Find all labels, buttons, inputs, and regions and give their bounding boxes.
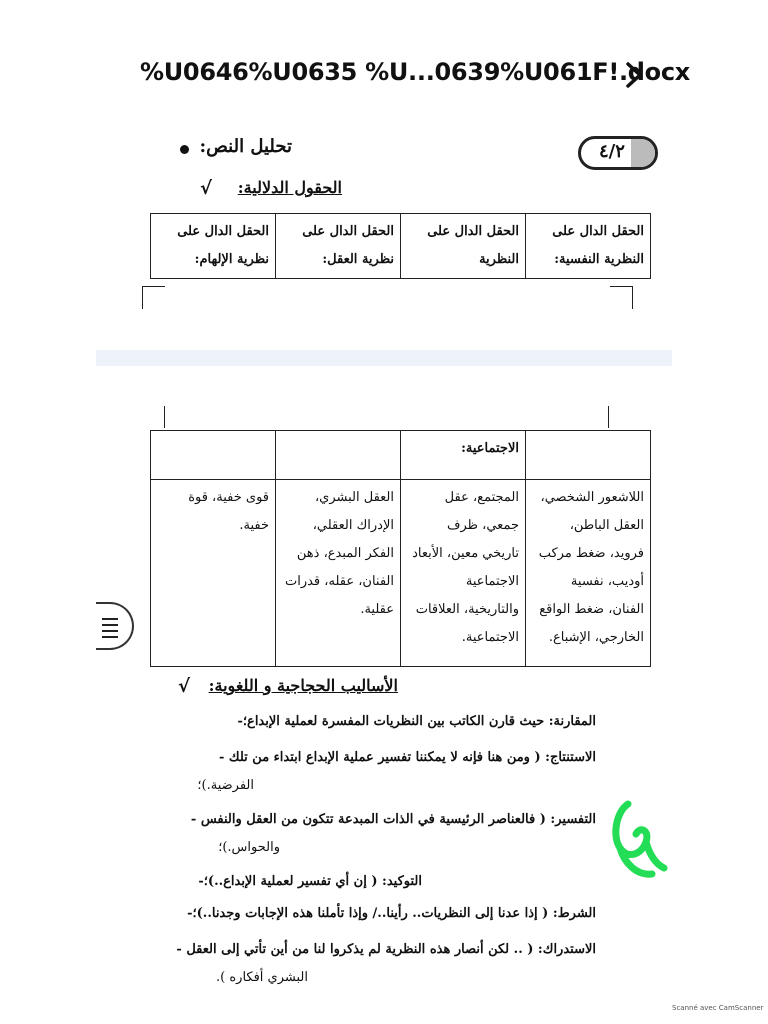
page-corner-mark	[164, 406, 165, 428]
app-title-bar	[0, 0, 768, 118]
page-corner-mark	[142, 286, 165, 309]
section-heading-argument-styles: الأساليب الحجاجية و اللغوية:	[208, 676, 398, 695]
document-file-name: %U0646%U0635 %U...0639%U061F!.docx	[140, 58, 690, 86]
page-corner-mark	[608, 406, 609, 428]
side-menu-handle-icon[interactable]	[96, 602, 134, 650]
style-line-continuation: البشري أفكاره ).	[216, 970, 308, 985]
style-line-explanation: التفسير: ( فالعناصر الرئيسية في الذات المبدعة تتكون من العقل والنفس -	[190, 812, 596, 827]
bullet-icon	[180, 145, 189, 154]
style-line-continuation: الفرضية.)؛	[197, 778, 254, 793]
checkmark-icon: √	[200, 178, 213, 199]
scanner-watermark: Scanné avec CamScanner	[672, 1004, 764, 1012]
table-cell	[276, 431, 401, 480]
table-header-cell: الحقل الدال على نظرية العقل:	[276, 214, 401, 279]
style-line-comparison: المقارنة: حيث قارن الكاتب بين النظريات المفسرة لعملية الإبداع؛-	[237, 714, 596, 729]
page-separator	[96, 350, 672, 366]
table-cell: المجتمع، عقل جمعي، ظرف تاريخي معين، الأبعاد الاجتماعية والتاريخية، العلاقات الاجتماعية.	[401, 480, 526, 667]
style-line-deduction: الاستنتاج: ( ومن هنا فإنه لا يمكننا تفسير عملية الإبداع ابتداء من تلك -	[218, 750, 596, 765]
semantic-fields-table-body	[150, 430, 651, 667]
checkmark-icon: √	[178, 676, 191, 697]
table-header-cell: الحقل الدال على النظرية النفسية:	[526, 214, 651, 279]
table-cell: اللاشعور الشخصي، العقل الباطن، فرويد، ضغط مركب أوديب، نفسية الفنان، ضغط الواقع الخارجي، الإشباع.	[526, 480, 651, 667]
table-cell: قوى خفية، قوة خفية.	[151, 480, 276, 667]
badge-shade	[631, 139, 655, 167]
table-cell: الاجتماعية:	[401, 431, 526, 480]
page-badge-label: ٤/٢	[599, 141, 625, 162]
style-line-continuation: والحواس.)؛	[218, 840, 280, 855]
chevron-right-icon[interactable]	[622, 60, 646, 90]
semantic-fields-table-header	[150, 213, 651, 279]
page-corner-mark	[610, 286, 633, 309]
table-cell: العقل البشري، الإدراك العقلي، الفكر المبدع، ذهن الفنان، عقله، قدرات عقلية.	[276, 480, 401, 667]
handwritten-mark-icon	[606, 796, 670, 882]
page-badge	[578, 136, 658, 170]
table-cell	[151, 431, 276, 480]
table-header-cell: الحقل الدال على النظرية	[401, 214, 526, 279]
style-line-emphasis: التوكيد: ( إن أي تفسير لعملية الإبداع..)؛-	[198, 874, 422, 889]
style-line-rectification: الاستدراك: ( .. لكن أنصار هذه النظرية لم يذكروا لنا من أين تأتي إلى العقل -	[176, 942, 596, 957]
subheading-semantic-fields: الحقول الدلالية:	[237, 178, 342, 197]
table-header-cell: الحقل الدال على نظرية الإلهام:	[151, 214, 276, 279]
section-heading-text-analysis: تحليل النص:	[199, 136, 292, 157]
table-cell	[526, 431, 651, 480]
style-line-condition: الشرط: ( إذا عدنا إلى النظريات.. رأينا../ وإذا تأملنا هذه الإجابات وجدنا..)؛-	[187, 906, 596, 921]
